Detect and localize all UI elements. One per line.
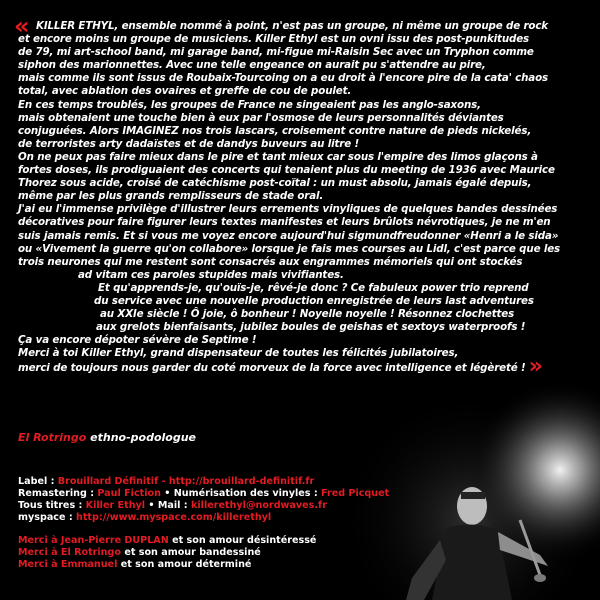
credit-line-part: Paul Fiction [97,488,161,500]
credits-block [18,476,389,524]
credit-line [18,476,389,488]
intro-line: En ces temps troublés, les groupes de France ne singeaient pas les anglo-saxons, [18,98,481,111]
intro-line: trois neurones qui me restent sont consacrés aux engrammes mémoriels qui ont stockés [18,255,523,268]
credit-line-part: Remastering : [18,488,98,500]
credit-line-part: myspace : [18,512,77,524]
thanks-line-part: Merci à Emmanuel [18,559,118,571]
intro-line: décoratives pour faire figurer leurs textes manifestes et leurs brûlots névrotiques, je ne m'en [18,216,551,229]
intro-line: et encore moins un groupe de musiciens. Killer Ethyl est un ovni issu des post-punkitudes [18,33,530,46]
intro-line: siphon des marionnettes. Avec une telle engeance on aurait pu s'attendre au pire, [18,59,486,72]
intro-line: conjuguées. Alors IMAGINEZ nos trois lascars, croisement contre nature de pieds nickelés, [18,124,532,137]
thanks-line-part: et son amour déterminé [117,559,252,571]
intro-line: On ne peux pas faire mieux dans le pire et tant mieux car sous l'empire des limos glaçons à [18,150,538,163]
intro-line: de terroristes arty dadaïstes et de dandys buveurs au litre ! [18,137,360,150]
thanks-line-part: Merci à El Rotringo [18,547,121,559]
credit-line-part: killerethyl@nordwaves.fr [191,500,327,512]
credit-line-part: • Mail : [145,500,191,512]
credit-line [18,488,389,500]
thanks-line-part: et son amour désintéressé [168,535,317,546]
intro-line: KILLER ETHYL, ensemble nommé à point, n'est pas un groupe, ni même un groupe de rock [36,20,549,32]
signature-title: ethno-podologue [90,431,197,444]
thanks-block [18,535,316,571]
intro-line: mais obtenaient une touche bien à eux par l'osmose de leurs personnalités déviantes [18,111,504,124]
credit-line-part: http://www.myspace.com/killerethyl [76,512,272,524]
intro-line: J'ai eu l'immense privilège d'illustrer leurs errements vinyliques de quelques bandes dessinées [18,203,558,216]
open-quote-mark: « [14,12,28,40]
credit-line-part: • Numérisation des vinyles : [160,488,322,500]
thanks-line-part: Merci à Jean-Pierre DUPLAN [18,535,169,546]
signature [18,431,196,444]
thanks-line [18,535,316,547]
intro-line: aux grelots bienfaisants, jubilez boules de geishas et sextoys waterproofs ! [96,321,526,334]
intro-line: au XXIe siècle ! Ô joie, ô bonheur ! Noyelle noyelle ! Résonnez clochettes [100,308,515,321]
intro-line: du service avec une nouvelle production enregistrée de leurs last adventures [94,294,534,307]
intro-line: Ça va encore dépoter sévère de Septime ! [18,334,257,347]
intro-line: même par les plus grands remplisseurs de stade oral. [18,190,324,203]
close-quote-mark: » [528,354,541,380]
thanks-line [18,547,316,559]
intro-line: fortes doses, ils prodiguaient des concerts qui tenaient plus du meeting de 1936 avec Maurice [18,164,555,177]
intro-line: Thorez sous acide, croisé de catéchisme post-coïtal : un must absolu, jamais égalé depuis, [18,177,532,190]
credit-line-part: Killer Ethyl [85,500,146,512]
intro-line: suis jamais remis. Et si vous me voyez encore aujourd'hui sigmundfreudonner «Henri a le sida» [18,229,559,242]
credit-line-part: Fred Picquet [321,488,390,500]
intro-text [18,20,588,380]
signature-name: El Rotringo [18,431,87,444]
credit-line [18,500,389,512]
intro-line: Merci à toi Killer Ethyl, grand dispensateur de toutes les félicités jubilatoires, [18,347,459,360]
intro-line: total, avec ablation des ovaires et greffe de cou de poulet. [18,85,352,98]
intro-line-last [18,354,588,380]
credit-line-part: Brouillard Définitif - http://brouillard-definitif.fr [57,476,315,487]
intro-line: de 79, mi art-school band, mi garage band, mi-figue mi-Raisin Sec avec un Tryphon comme [18,46,534,59]
intro-line: mais comme ils sont issus de Roubaix-Tourcoing on a eu droit à l'encore pire de la cata' chaos [18,72,548,85]
intro-line-text: merci de toujours nous garder du coté morveux de la force avec intelligence et légèreté ! [18,362,526,375]
intro-line: Et qu'apprends-je, qu'ouïs-je, rêvé-je donc ? Ce fabuleux power trio reprend [98,281,529,294]
thanks-line [18,559,316,571]
credit-line [18,512,389,524]
intro-line: ad vitam ces paroles stupides mais vivifiantes. [78,268,344,281]
thanks-line-part: et son amour bandessiné [120,547,261,559]
intro-line: ou «Vivement la guerre qu'on collabore» lorsque je fais mes courses au Lidl, c'est parce que les [18,242,561,255]
credit-line-part: Label : [18,476,58,487]
credit-line-part: Tous titres : [18,500,86,512]
